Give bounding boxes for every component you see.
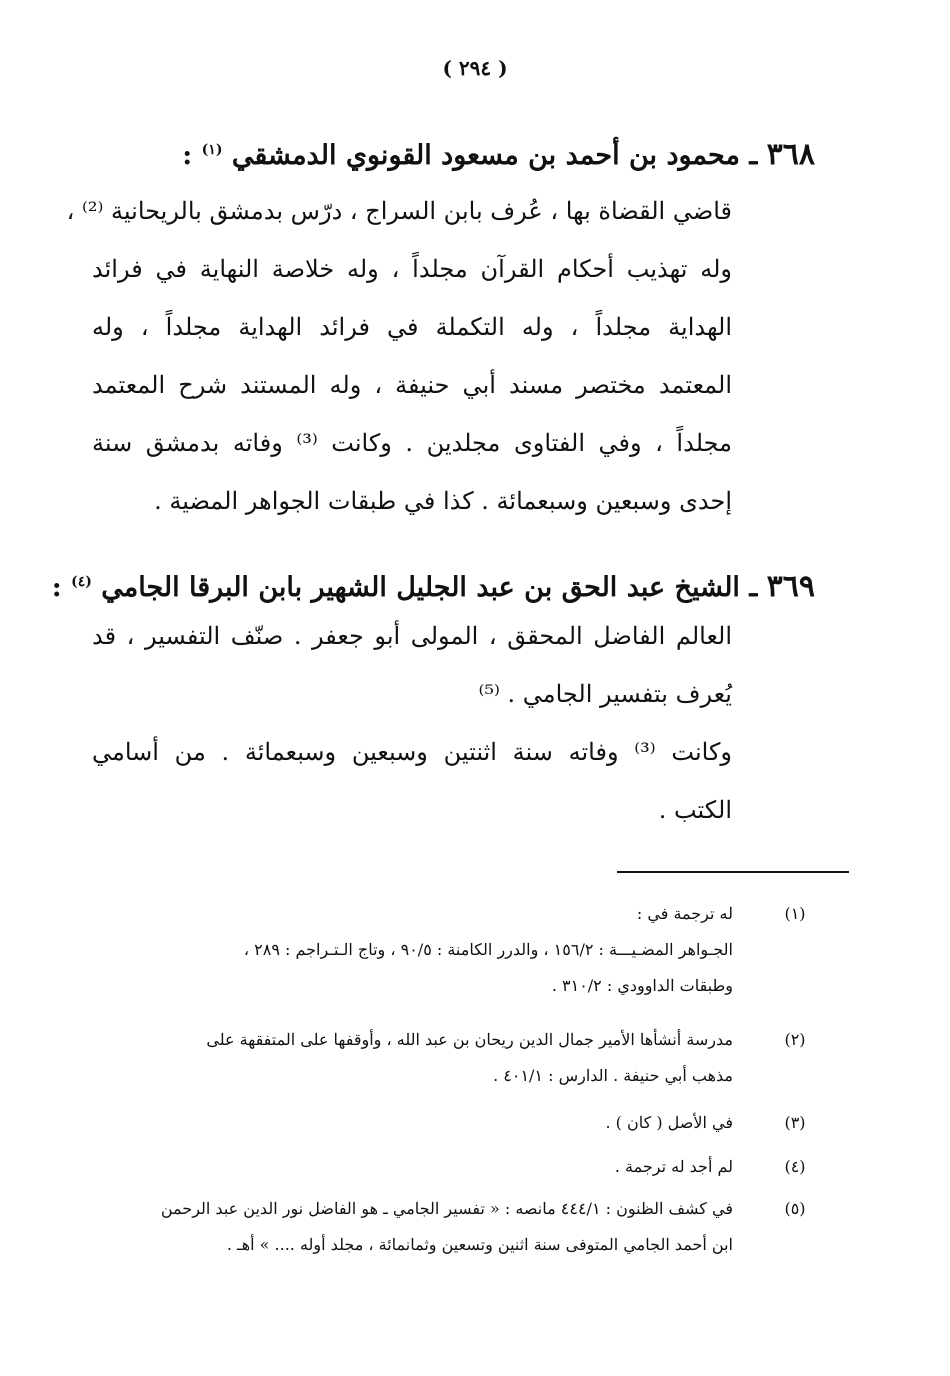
- entry-name: الشيخ عبد الحق بن عبد الجليل الشهير بابن البرقا الجامي: [101, 572, 740, 603]
- entry-number: ٣٦٨: [766, 137, 815, 172]
- entry-dash: ـ: [749, 572, 758, 603]
- footnote: [75, 1030, 815, 1102]
- footnote: [75, 1157, 815, 1193]
- footnote-number: (٣): [784, 1113, 806, 1132]
- body-line: العالم الفاضل المحقق ، المولى أبو جعفر . صنّف التفسير ، قد: [92, 622, 732, 650]
- footnote-line: مذهب أبي حنيفة . الدارس : ٤٠١/١ .: [493, 1066, 733, 1085]
- footnote-line: في كشف الظنون : ٤٤٤/١ مانصه : « تفسير الجامي ـ هو الفاضل نور الدين عبد الرحمن: [160, 1199, 733, 1218]
- body-line: قاضي القضاة بها ، عُرف بابن السراج ، درّس بدمشق بالريحانية ⁽²⁾ ،: [66, 197, 732, 225]
- entry-heading: [51, 562, 815, 608]
- body-line: المعتمد مختصر مسند أبي حنيفة ، وله المستند شرح المعتمد: [92, 371, 732, 399]
- entry-body: [66, 182, 732, 530]
- footnote-line: له ترجمة في :: [636, 904, 733, 923]
- footnote: [75, 904, 815, 1012]
- footnote: [75, 1199, 815, 1271]
- footnote: [75, 1113, 815, 1149]
- footnote-number: (٤): [784, 1157, 806, 1176]
- entry-heading: [120, 130, 815, 176]
- entry-colon: :: [182, 140, 193, 171]
- body-line: الكتب .: [658, 796, 732, 824]
- footnote-line: الجـواهر المضـيـــة : ١٥٦/٢ ، والدرر الكامنة : ٩٠/٥ ، وتاج الـتـراجم : ٢٨٩ ،: [243, 940, 733, 959]
- footnote-ref: (٤): [71, 574, 92, 590]
- footnote-line: وطبقات الداوودي : ٣١٠/٢ .: [551, 976, 733, 995]
- footnote-line: ابن أحمد الجامي المتوفى سنة اثنين وتسعين وثمانمائة ، مجلد أوله .... » أهـ .: [226, 1235, 733, 1254]
- footnote-ref: (١): [201, 142, 223, 158]
- page-number: ( ٢٩٤ ): [442, 56, 508, 80]
- body-line: الهداية مجلداً ، وله التكملة في فرائد الهداية مجلداً ، وله: [92, 313, 732, 341]
- body-line: إحدى وسبعين وسبعمائة . كذا في طبقات الجواهر المضية .: [154, 487, 732, 515]
- footnote-number: (٢): [784, 1030, 806, 1049]
- body-line: وله تهذيب أحكام القرآن مجلداً ، وله خلاصة النهاية في فرائد: [92, 255, 732, 283]
- entry-body: [92, 607, 732, 839]
- footnote-line: مدرسة أنشأها الأمير جمال الدين ريحان بن عبد الله ، وأوقفها على المتفقهة على: [206, 1030, 733, 1049]
- footnote-number: (١): [784, 904, 806, 923]
- entry-colon: :: [51, 572, 62, 603]
- body-line: وكانت ⁽³⁾ وفاته سنة اثنتين وسبعين وسبعمائة . من أسامي: [92, 738, 732, 766]
- entry-number: ٣٦٩: [766, 569, 815, 604]
- entry-name: محمود بن أحمد بن مسعود القونوي الدمشقي: [231, 140, 740, 171]
- footnote-divider: [617, 871, 849, 873]
- entry-dash: ـ: [749, 140, 758, 171]
- footnote-number: (٥): [784, 1199, 806, 1218]
- footnote-line: في الأصل ( كان ) .: [605, 1113, 733, 1132]
- body-line: يُعرف بتفسير الجامي . ⁽⁵⁾: [478, 680, 732, 708]
- body-line: مجلداً ، وفي الفتاوى مجلدين . وكانت ⁽³⁾ وفاته بدمشق سنة: [92, 429, 732, 457]
- footnote-line: لم أجد له ترجمة .: [614, 1157, 733, 1176]
